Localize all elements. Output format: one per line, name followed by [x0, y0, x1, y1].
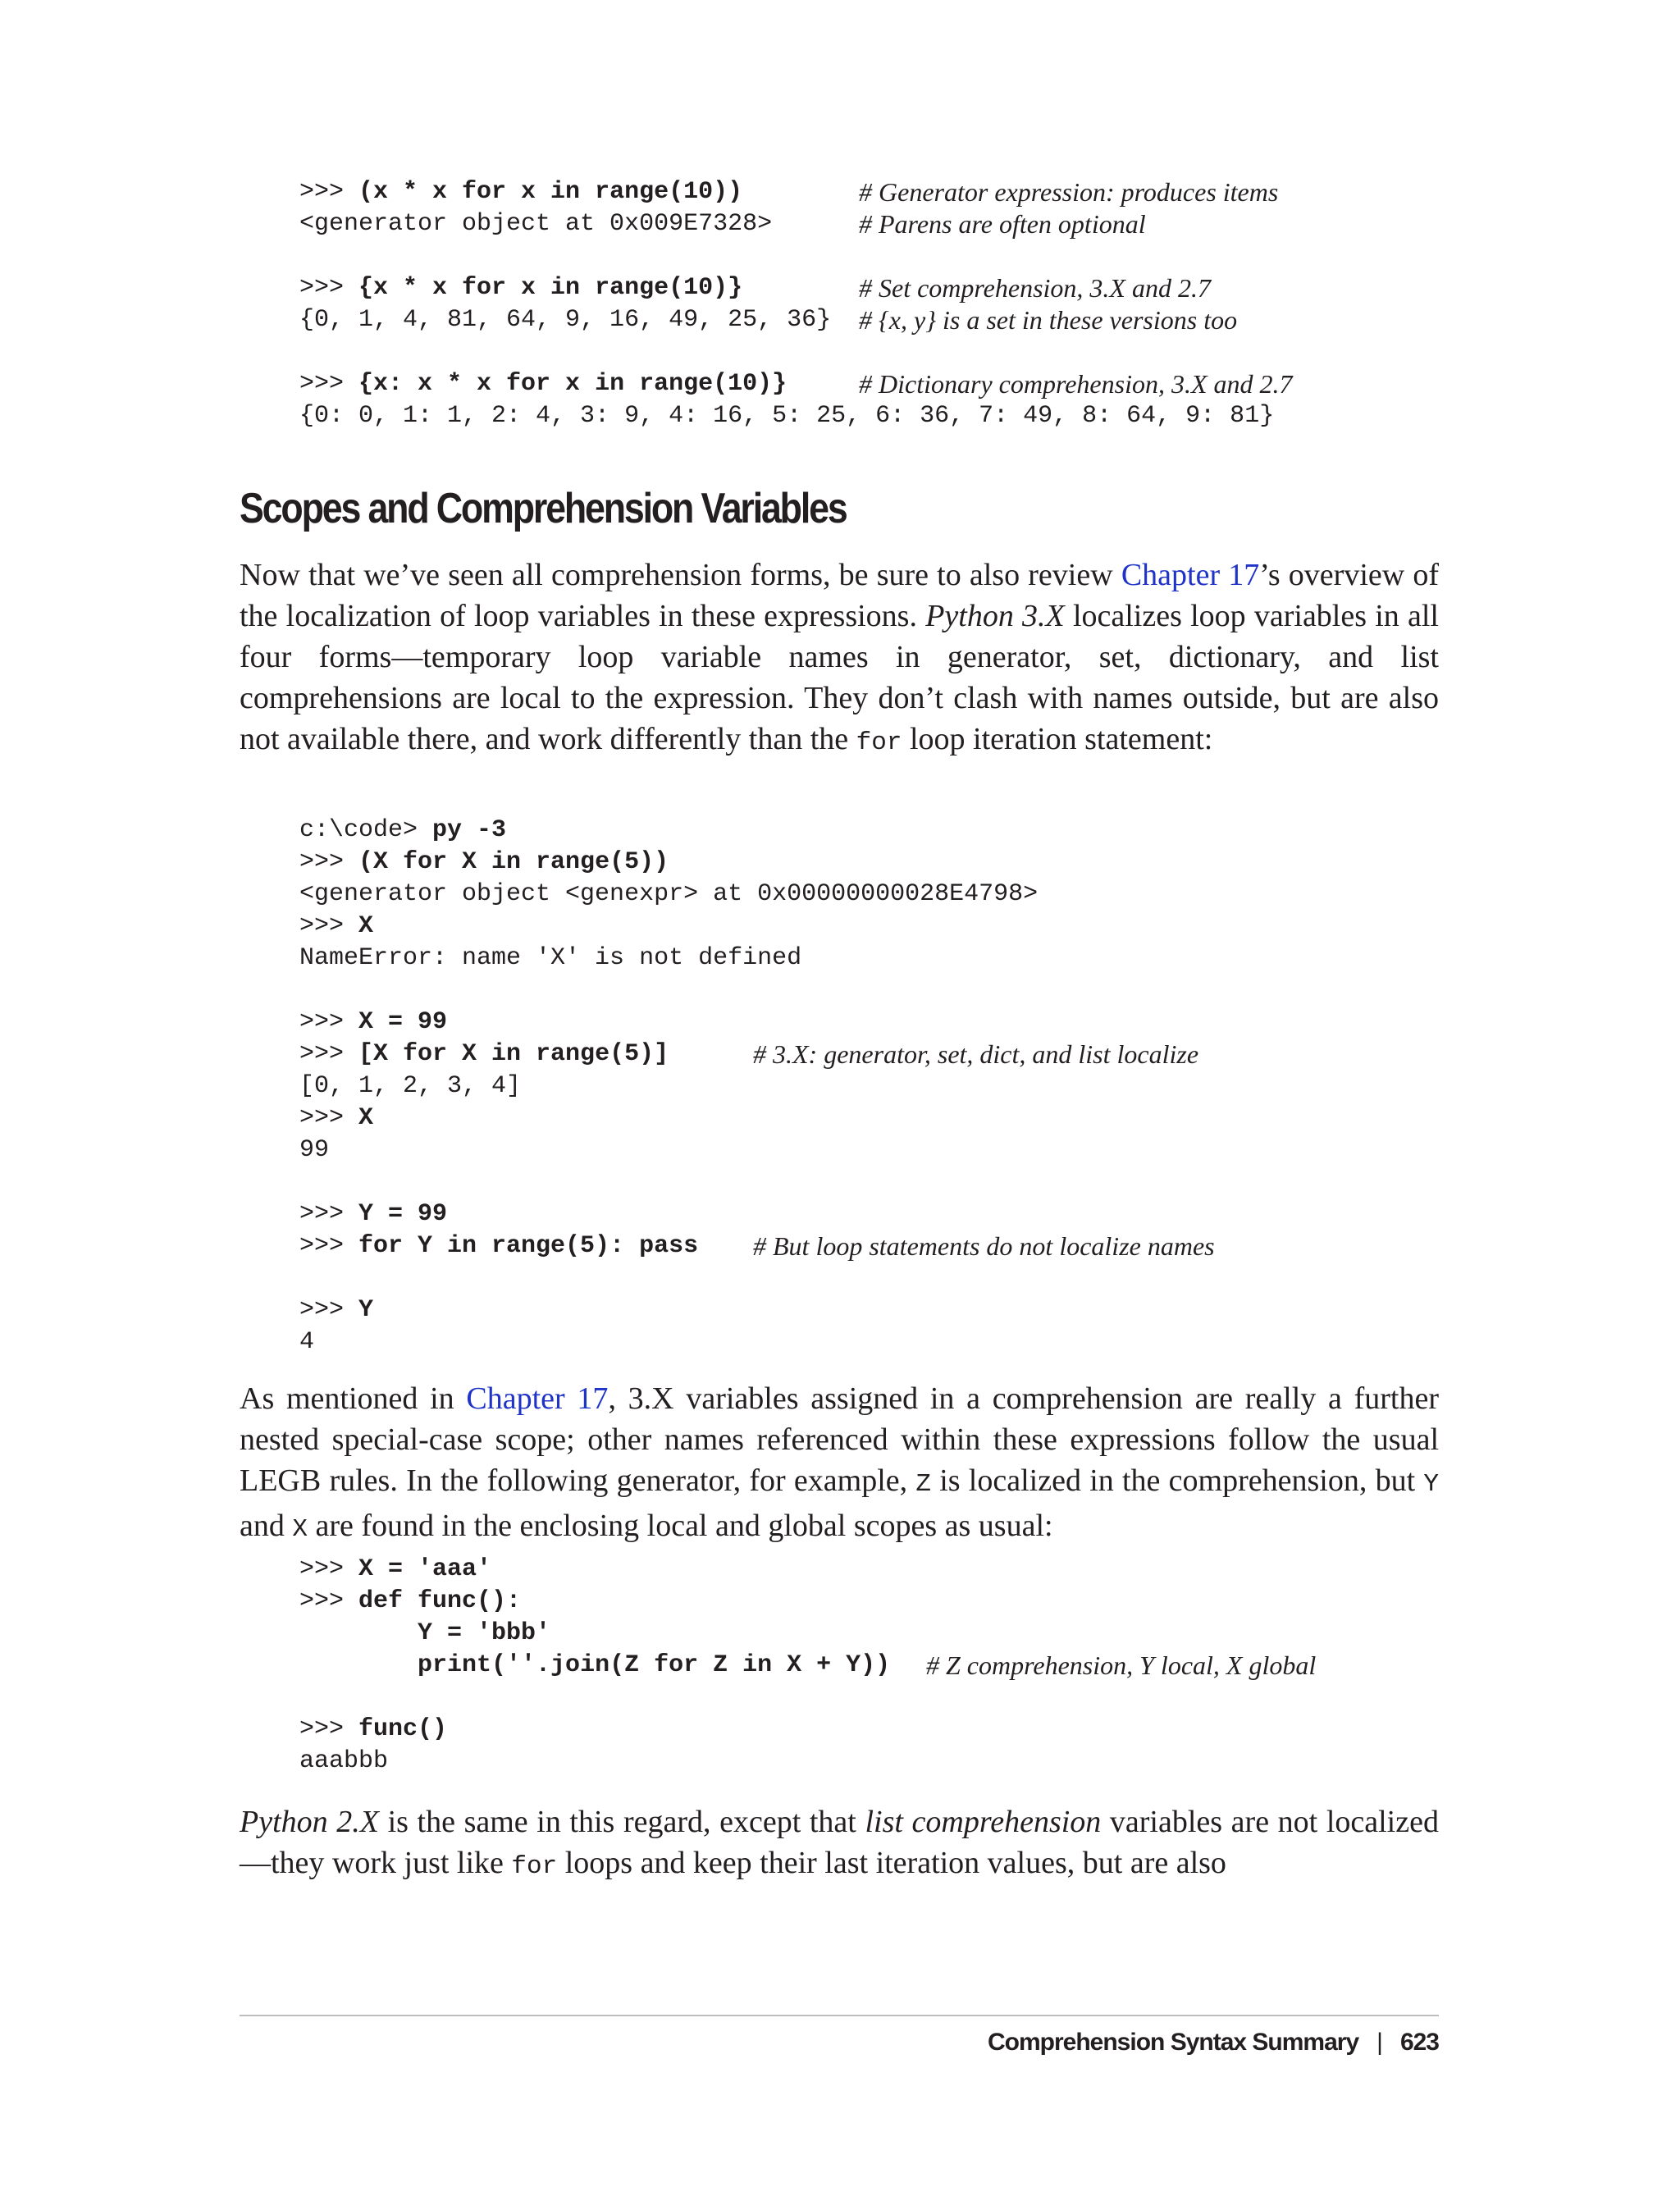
- italic-text: Python 3.X: [925, 599, 1065, 633]
- code-line: [299, 847, 1038, 879]
- code-output: 99: [299, 1136, 330, 1164]
- code-line: [299, 336, 1274, 368]
- page-footer: [988, 2029, 1439, 2057]
- code-input: Y = 'bbb': [418, 1619, 551, 1647]
- code-output: <generator object at 0x009E7328>: [299, 210, 773, 238]
- text-run: As mentioned in: [240, 1381, 467, 1416]
- code-line: [299, 1554, 890, 1586]
- code-line: [299, 368, 1293, 400]
- code-line: [299, 400, 1274, 432]
- code-line: [299, 1262, 1038, 1294]
- code-line: [299, 240, 1274, 272]
- code-prompt: >>>: [299, 1104, 359, 1132]
- text-run: loops and keep their last iteration values, but are also: [557, 1846, 1226, 1880]
- code-prompt: >>>: [299, 1040, 359, 1068]
- code-comment: # {x, y} is a set in these versions too: [859, 305, 1238, 335]
- code-line: [299, 911, 1038, 943]
- page-number: 623: [1399, 2029, 1439, 2056]
- chapter-link[interactable]: Chapter 17: [466, 1381, 609, 1416]
- footer-separator: |: [1376, 2029, 1382, 2056]
- code-line: [299, 943, 1038, 975]
- code-line: [299, 1166, 1038, 1198]
- code-line: [299, 1294, 1038, 1326]
- code-output: {0, 1, 4, 81, 64, 9, 16, 49, 25, 36}: [299, 306, 832, 334]
- code-prompt: >>>: [299, 274, 359, 302]
- text-run: loop iteration statement:: [902, 722, 1213, 756]
- code-input: Y: [358, 1296, 374, 1324]
- code-output: NameError: name 'X' is not defined: [299, 944, 802, 972]
- code-prompt: >>>: [299, 1555, 359, 1583]
- code-prompt: >>>: [299, 1232, 359, 1260]
- code-line: [299, 176, 1279, 208]
- code-line: [299, 1007, 1038, 1039]
- section-heading: Scopes and Comprehension Variables: [240, 485, 847, 532]
- text-run: ’s overview of the localization of loop variables in these expressions.: [240, 558, 1440, 633]
- inline-code: for: [511, 1852, 558, 1881]
- code-prompt: >>>: [299, 1008, 359, 1036]
- code-input: for Y in range(5): pass: [358, 1232, 699, 1260]
- text-run: and: [240, 1509, 293, 1543]
- code-input: X = 'aaa': [358, 1555, 492, 1583]
- code-prompt: >>>: [299, 1715, 359, 1743]
- chapter-link[interactable]: Chapter 17: [1121, 558, 1260, 592]
- code-line: [299, 1230, 1215, 1262]
- text-run: is the same in this regard, except that: [378, 1805, 865, 1839]
- code-prompt: >>>: [299, 1200, 359, 1228]
- paragraph-python2: [240, 1801, 1439, 1888]
- code-block-nested-scope: [299, 1554, 1317, 1778]
- code-line: [299, 272, 1274, 304]
- code-input: (x * x for x in range(10)): [358, 178, 743, 206]
- code-comment: # Z comprehension, Y local, X global: [926, 1650, 1317, 1680]
- inline-code: X: [292, 1515, 308, 1544]
- code-comment: # Parens are often optional: [859, 209, 1146, 239]
- code-line: [299, 1618, 890, 1650]
- code-comment: # Dictionary comprehension, 3.X and 2.7: [859, 369, 1293, 399]
- code-prompt: >>>: [299, 178, 359, 206]
- code-line: [299, 1134, 1038, 1166]
- footer-section-title: Comprehension Syntax Summary: [988, 2029, 1359, 2056]
- code-line: [299, 975, 1038, 1007]
- text-run: variables are not localized—they work just like: [240, 1805, 1439, 1880]
- code-block-generator-set-dict: [299, 176, 1293, 432]
- code-line: [299, 879, 1038, 911]
- code-line: [299, 1039, 1199, 1071]
- code-comment: # Generator expression: produces items: [859, 177, 1279, 207]
- code-line: [299, 304, 1274, 336]
- code-prompt: >>>: [299, 848, 359, 876]
- code-input: Y = 99: [358, 1200, 448, 1228]
- inline-code: Z: [915, 1470, 931, 1499]
- code-input: py -3: [432, 816, 507, 844]
- code-input: [X for X in range(5)]: [358, 1040, 669, 1068]
- code-prompt: >>>: [299, 370, 359, 398]
- text-run: , 3.X variables assigned in a comprehension are really a further nested special-case scope; other names referenced within these expressions follow the usual LEGB rules. In the following generator, for example,: [240, 1381, 1439, 1498]
- paragraph-legb-rules: [240, 1378, 1439, 1550]
- code-comment: # But loop statements do not localize names: [753, 1231, 1215, 1261]
- code-input: func(): [358, 1715, 448, 1743]
- code-prompt: [299, 1619, 418, 1647]
- code-output: <generator object <genexpr> at 0x00000000028E4798>: [299, 880, 1039, 908]
- inline-code: Y: [1423, 1470, 1439, 1499]
- code-prompt: [299, 1651, 418, 1679]
- text-run: Now that we’ve seen all comprehension forms, be sure to also review: [240, 558, 1121, 592]
- code-output: 4: [299, 1328, 315, 1356]
- italic-text: list comprehension: [865, 1805, 1102, 1839]
- code-line: [299, 1102, 1038, 1134]
- footer-rule: [240, 2015, 1439, 2016]
- code-input: (X for X in range(5)): [358, 848, 669, 876]
- code-line: [299, 208, 1274, 240]
- code-line: [299, 1071, 1038, 1102]
- code-output: [0, 1, 2, 3, 4]: [299, 1072, 522, 1100]
- code-line: [299, 1198, 1038, 1230]
- code-prompt: >>>: [299, 912, 359, 940]
- code-line: [299, 1586, 890, 1618]
- code-input: X = 99: [358, 1008, 448, 1036]
- inline-code: for: [856, 728, 902, 757]
- code-comment: # Set comprehension, 3.X and 2.7: [859, 273, 1211, 303]
- code-input: def func():: [358, 1587, 522, 1615]
- code-prompt: c:\code>: [299, 816, 433, 844]
- text-run: are found in the enclosing local and global scopes as usual:: [307, 1509, 1053, 1543]
- code-input: print(''.join(Z for Z in X + Y)): [418, 1651, 891, 1679]
- code-input: {x * x for x in range(10)}: [358, 274, 743, 302]
- code-line: [299, 815, 1038, 847]
- code-prompt: >>>: [299, 1296, 359, 1324]
- code-output: {0: 0, 1: 1, 2: 4, 3: 9, 4: 16, 5: 25, 6: 36, 7: 49, 8: 64, 9: 81}: [299, 402, 1275, 430]
- text-run: localizes loop variables in all four forms—temporary loop variable names in generator, set, dictionary, and list comprehensions are local to the expression. They don’t clash with names outside, but are also not available there, and work differently than the: [240, 599, 1439, 756]
- code-line: [299, 1650, 1317, 1682]
- code-input: X: [358, 912, 374, 940]
- italic-text: Python 2.X: [240, 1805, 379, 1839]
- code-input: X: [358, 1104, 374, 1132]
- code-prompt: >>>: [299, 1587, 359, 1615]
- code-line: [299, 1682, 890, 1714]
- code-input: {x: x * x for x in range(10)}: [358, 370, 788, 398]
- code-line: [299, 1746, 890, 1778]
- code-block-scope-demo: [299, 815, 1215, 1358]
- code-line: [299, 1714, 890, 1746]
- code-line: [299, 1326, 1038, 1358]
- code-output: aaabbb: [299, 1747, 389, 1775]
- text-run: is localized in the comprehension, but: [930, 1463, 1424, 1498]
- paragraph-localization: [240, 555, 1439, 764]
- code-comment: # 3.X: generator, set, dict, and list localize: [753, 1039, 1199, 1069]
